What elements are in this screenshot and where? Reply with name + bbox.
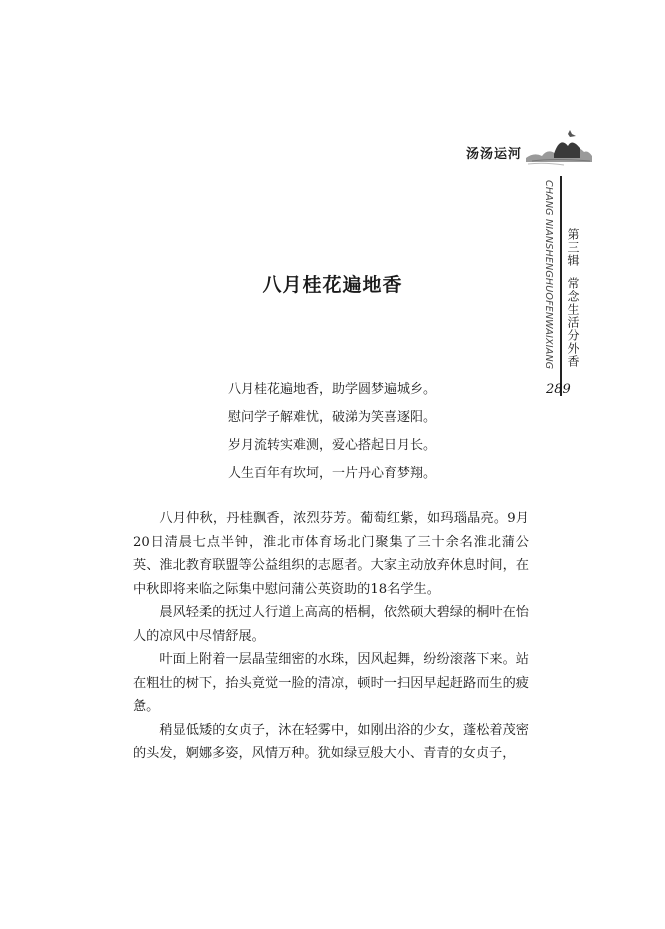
article-title: 八月桂花遍地香 (262, 274, 403, 296)
poem-line: 慰问学子解难忧，破涕为笑喜逐阳。 (228, 410, 437, 425)
poem-line: 八月桂花遍地香，助学圆梦遍城乡。 (228, 382, 437, 397)
page-number: 289 (546, 382, 571, 397)
article-body (133, 507, 529, 766)
chapter-title: 常念生活分外香 (566, 277, 580, 368)
section-title: 汤汤运河 (466, 147, 523, 162)
poem-line: 岁月流转实难测，爱心搭起日月长。 (228, 438, 437, 453)
chapter-pinyin: CHANG NIANSHENGHUOFENWAIXIANG (543, 180, 554, 370)
chapter-number: 第三辑 (566, 228, 580, 267)
paragraph: 晨风轻柔的抚过人行道上高高的梧桐，依然硕大碧绿的桐叶在怡人的凉风中尽情舒展。 (133, 605, 529, 644)
chapter-heading (565, 228, 582, 368)
paragraph: 八月仲秋，丹桂飘香，浓烈芬芳。葡萄红紫，如玛瑙晶亮。9月20日清晨七点半钟，淮北市体育场北门聚集了三十余名淮北蒲公英、淮北教育联盟等公益组织的志愿者。大家主动放弃休息时间，在中秋即将来临之际集中慰问蒲公英资助的18名学生。 (133, 511, 529, 597)
poem-line: 人生百年有坎坷，一片丹心育梦翔。 (228, 466, 437, 481)
paragraph: 叶面上附着一层晶莹细密的水珠，因风起舞，纷纷滚落下来。站在粗壮的树下，抬头竟觉一脸的清凉，顿时一扫因早起赶路而生的疲惫。 (133, 652, 529, 714)
paragraph: 稍显低矮的女贞子，沐在轻雾中，如刚出浴的少女，蓬松着茂密的头发，婀娜多姿，风情万种。犹如绿豆般大小、青青的女贞子， (133, 722, 529, 761)
landscape-ink-icon (524, 128, 594, 168)
poem (228, 376, 436, 488)
